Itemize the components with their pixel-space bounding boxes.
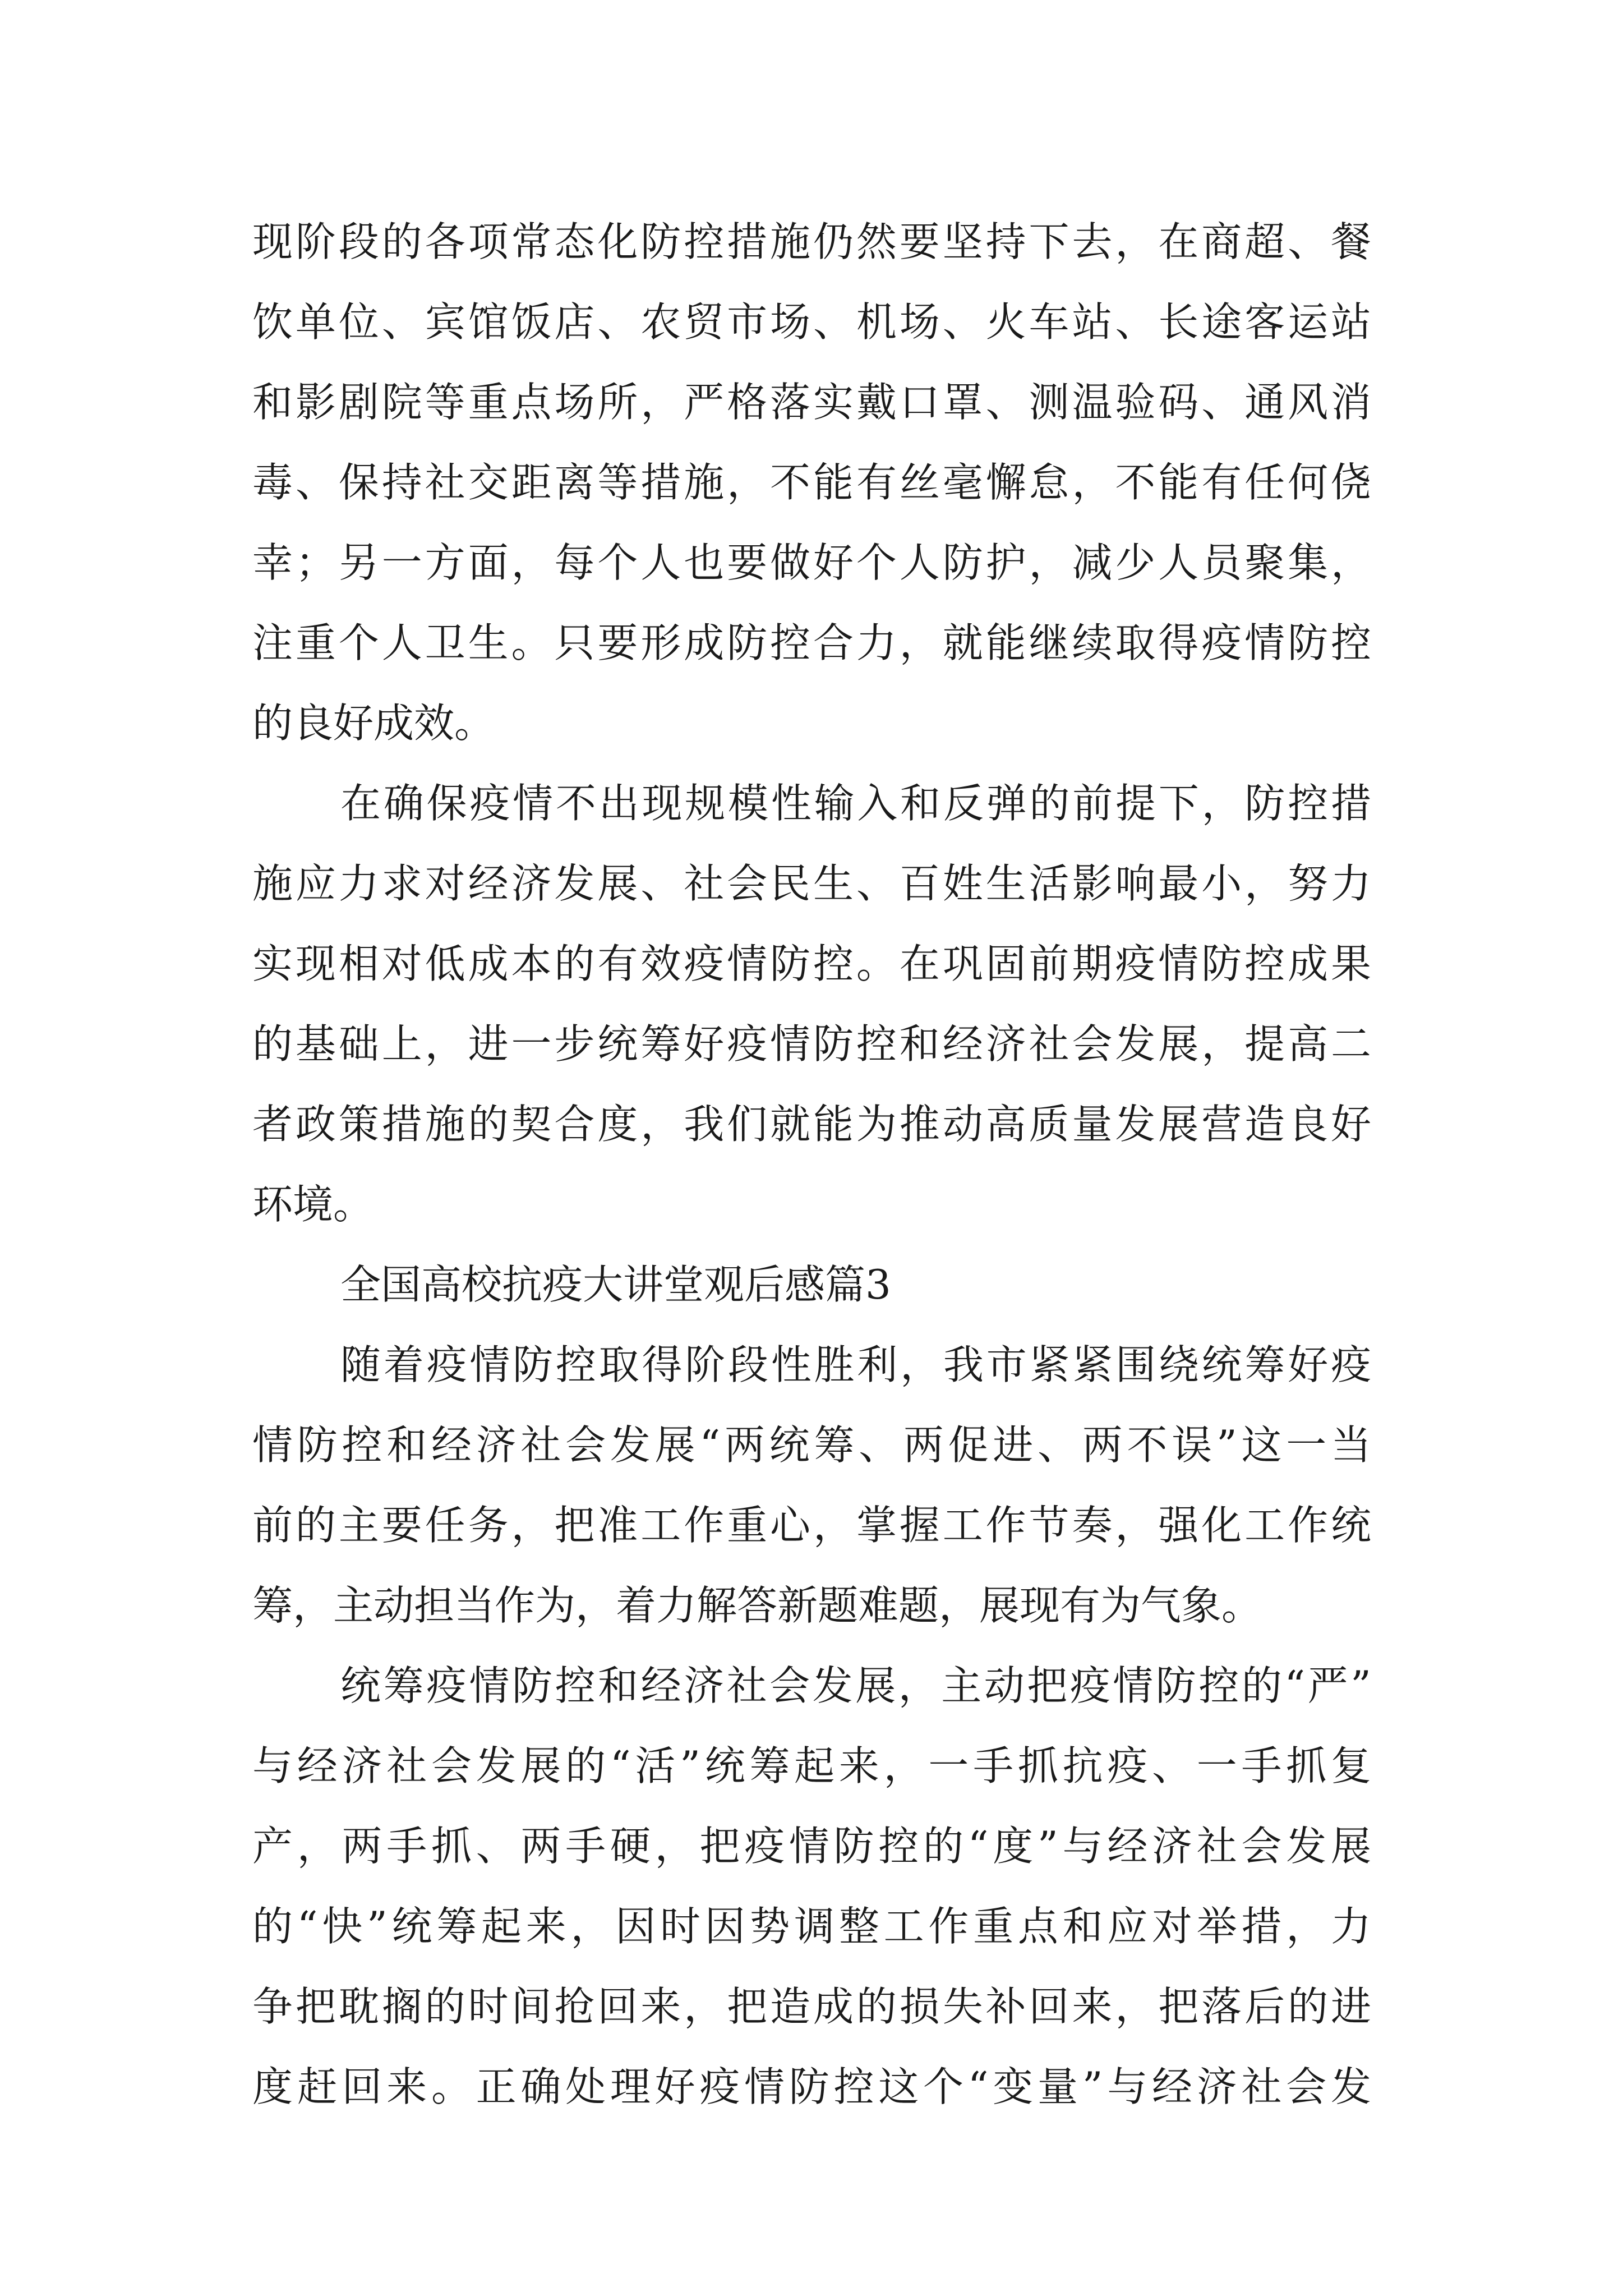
line-text: 在确保疫情不出现规模性输入和反弹的前提下，防控措 bbox=[340, 780, 1371, 827]
line-text: 和影剧院等重点场所，严格落实戴口罩、测温验码、通风消 bbox=[252, 379, 1371, 426]
paragraph-line bbox=[0, 1331, 1623, 1398]
paragraph-line bbox=[0, 529, 1623, 596]
line-text: 注重个人卫生。只要形成防控合力，就能继续取得疫情防控 bbox=[252, 619, 1371, 666]
paragraph-line bbox=[0, 288, 1623, 356]
paragraph-line bbox=[0, 850, 1623, 917]
line-text: 现阶段的各项常态化防控措施仍然要坚持下去，在商超、餐 bbox=[252, 218, 1371, 265]
line-text: 度赶回来。正确处理好疫情防控这个“变量”与经济社会发 bbox=[252, 2063, 1371, 2110]
paragraph-line bbox=[0, 369, 1623, 436]
paragraph-line bbox=[0, 1171, 1623, 1238]
line-text: 筹，主动担当作为，着力解答新题难题，展现有为气象。 bbox=[252, 1582, 1262, 1629]
line-text: 统筹疫情防控和经济社会发展，主动把疫情防控的“严” bbox=[340, 1662, 1371, 1709]
paragraph-line bbox=[0, 1973, 1623, 2040]
line-text: 幸；另一方面，每个人也要做好个人防护，减少人员聚集， bbox=[252, 539, 1371, 586]
paragraph-line bbox=[0, 1732, 1623, 1800]
paragraph-line bbox=[0, 2053, 1623, 2120]
line-text: 饮单位、宾馆饭店、农贸市场、机场、火车站、长途客运站 bbox=[252, 298, 1371, 346]
paragraph-line bbox=[0, 449, 1623, 516]
line-text: 前的主要任务，把准工作重心，掌握工作节奏，强化工作统 bbox=[252, 1502, 1371, 1549]
paragraph-line bbox=[0, 1652, 1623, 1719]
line-text: 争把耽搁的时间抢回来，把造成的损失补回来，把落后的进 bbox=[252, 1983, 1371, 2030]
paragraph-line bbox=[0, 1572, 1623, 1639]
line-text: 随着疫情防控取得阶段性胜利，我市紧紧围绕统筹好疫 bbox=[340, 1341, 1371, 1388]
line-text: 的良好成效。 bbox=[252, 700, 495, 747]
paragraph-line bbox=[0, 1812, 1623, 1880]
line-text: 毒、保持社交距离等措施，不能有丝毫懈怠，不能有任何侥 bbox=[252, 459, 1371, 506]
line-text: 施应力求对经济发展、社会民生、百姓生活影响最小，努力 bbox=[252, 860, 1371, 907]
paragraph-line bbox=[0, 1492, 1623, 1559]
line-text: 的“快”统筹起来，因时因势调整工作重点和应对举措，力 bbox=[252, 1903, 1371, 1950]
line-text: 的基础上，进一步统筹好疫情防控和经济社会发展，提高二 bbox=[252, 1020, 1371, 1068]
paragraph-line bbox=[0, 1411, 1623, 1479]
paragraph-line bbox=[0, 770, 1623, 837]
line-text: 情防控和经济社会发展“两统筹、两促进、两不误”这一当 bbox=[252, 1421, 1371, 1469]
paragraph-line bbox=[0, 609, 1623, 677]
line-text: 产，两手抓、两手硬，把疫情防控的“度”与经济社会发展 bbox=[252, 1823, 1371, 1870]
line-text: 者政策措施的契合度，我们就能为推动高质量发展营造良好 bbox=[252, 1101, 1371, 1148]
heading-text: 全国高校抗疫大讲堂观后感篇3 bbox=[340, 1261, 891, 1308]
paragraph-line bbox=[0, 1091, 1623, 1158]
paragraph-line bbox=[0, 689, 1623, 757]
section-heading bbox=[0, 1251, 1623, 1318]
paragraph-line bbox=[0, 930, 1623, 997]
line-text: 实现相对低成本的有效疫情防控。在巩固前期疫情防控成果 bbox=[252, 940, 1371, 987]
paragraph-line bbox=[0, 1893, 1623, 1960]
line-text: 与经济社会发展的“活”统筹起来，一手抓抗疫、一手抓复 bbox=[252, 1742, 1371, 1789]
paragraph-line bbox=[0, 1010, 1623, 1078]
line-text: 环境。 bbox=[252, 1181, 374, 1228]
paragraph-line bbox=[0, 208, 1623, 275]
